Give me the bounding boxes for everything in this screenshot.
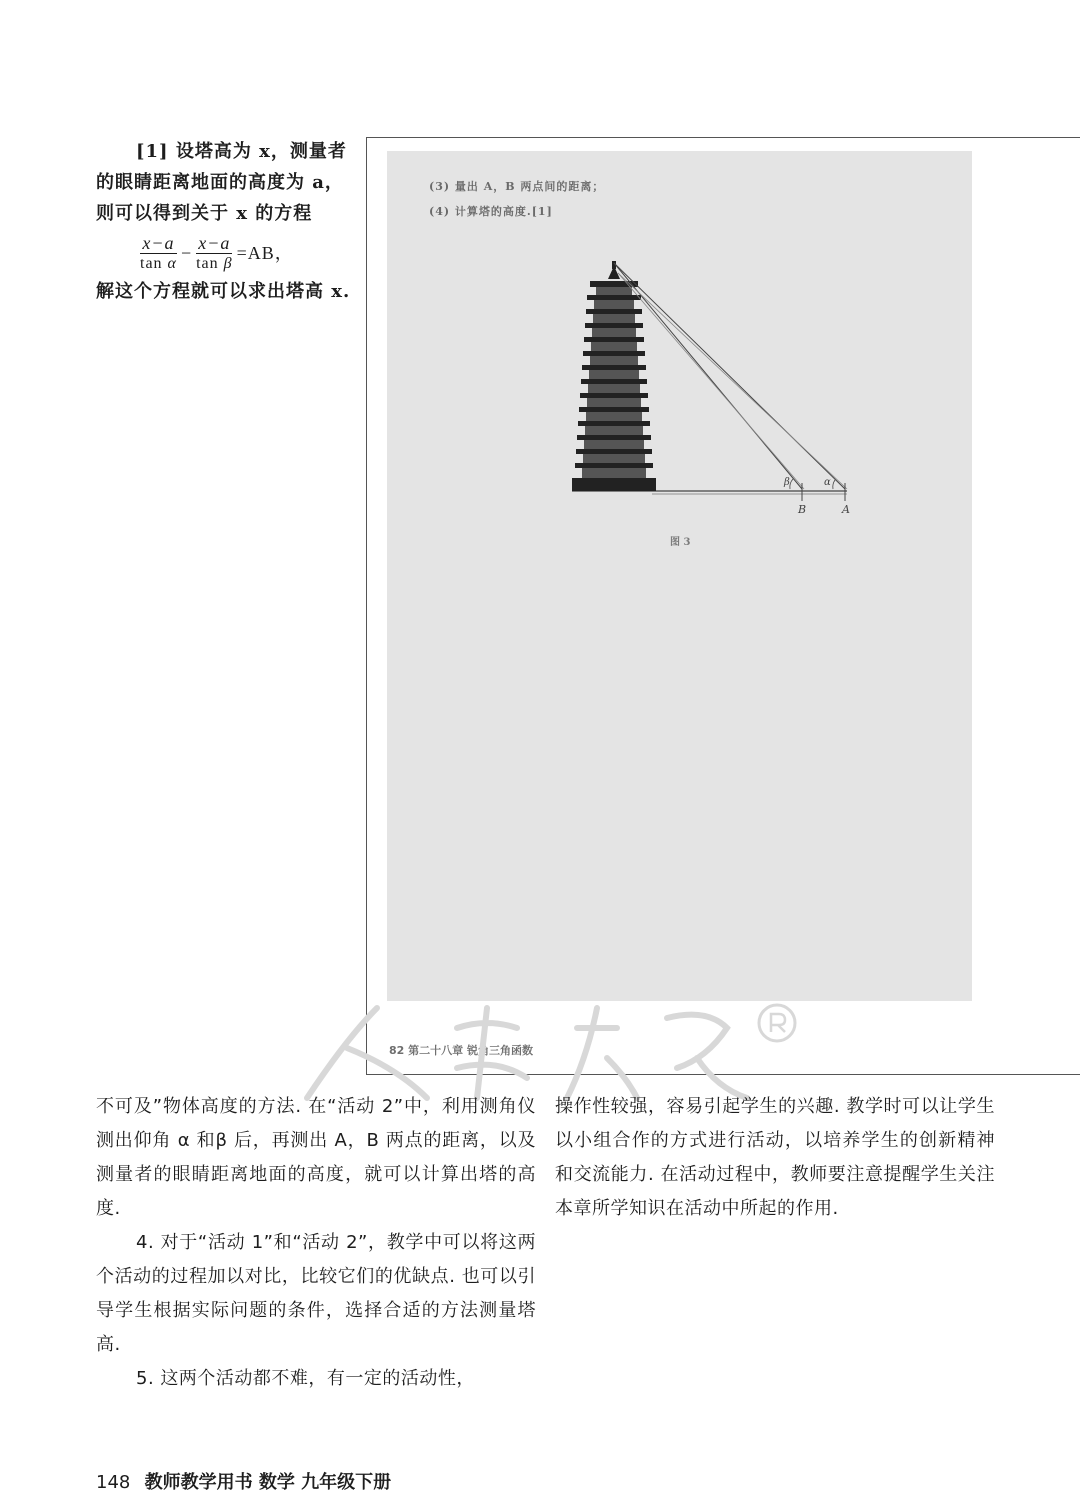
tan-label: tan — [140, 255, 168, 272]
step-4-text: (4) 计算塔的高度.[1] — [429, 205, 553, 218]
paragraph: 4. 对于“活动 1”和“活动 2”，教学中可以将这两个活动的过程加以对比，比较它们的优缺点. 也可以引导学生根据实际问题的条件，选择合适的方法测量塔高. — [96, 1232, 536, 1355]
beta-label: β — [784, 477, 790, 488]
sight-line-a — [614, 263, 845, 489]
point-b-label: B — [798, 503, 807, 516]
tan-label: tan — [196, 255, 224, 272]
right-column — [555, 1090, 995, 1226]
left-column — [96, 1090, 536, 1396]
paragraph: 操作性较强，容易引起学生的兴趣. 教学时可以让学生以小组合作的方式进行活动，以培养学生的创新精神和交流能力. 在活动过程中，教师要注意提醒学生关注本章所学知识在活动中所起的作用. — [555, 1096, 995, 1219]
fraction-numerator: x−a — [198, 233, 231, 253]
paragraph: 5. 这两个活动都不难，有一定的活动性， — [136, 1368, 475, 1389]
fraction-denominator — [138, 254, 179, 274]
fraction-denominator — [194, 254, 235, 274]
figure-caption: 图 3 — [670, 537, 691, 548]
textbook-page — [387, 151, 972, 1001]
angle-alpha: α — [167, 255, 177, 272]
paragraph: 不可及”物体高度的方法. 在“活动 2”中，利用测角仪测出仰角 α 和β 后，再测出 A，B 两点的距离，以及测量者的眼睛距离地面的高度，就可以计算出塔的高度. — [96, 1096, 536, 1219]
textbook-page-footer: 82 第二十八章 锐角三角函数 — [389, 1044, 533, 1057]
minus-sign: − — [180, 243, 193, 263]
book-title: 教师教学用书 数学 九年级下册 — [144, 1472, 392, 1493]
equation-rhs: =AB， — [236, 243, 294, 263]
fraction-alpha — [138, 233, 179, 274]
side-note-text: [1] 设塔高为 x，测量者的眼睛距离地面的高度为 a，则可以得到关于 x 的方程 — [96, 141, 347, 224]
fraction-beta — [194, 233, 235, 274]
textbook-page-frame — [366, 137, 1080, 1075]
pagoda-icon — [572, 261, 656, 491]
side-note-conclusion: 解这个方程就可以求出塔高 x. — [96, 281, 351, 302]
equation — [138, 233, 352, 274]
page-number: 148 — [96, 1472, 131, 1493]
point-a-label: A — [842, 503, 850, 516]
fraction-numerator: x−a — [142, 233, 175, 253]
angle-beta: β — [223, 255, 233, 272]
step-3-text: (3) 量出 A，B 两点间的距离； — [429, 180, 605, 193]
pagoda-figure — [572, 261, 872, 521]
page-footer — [96, 1468, 391, 1494]
alpha-label: α — [824, 477, 831, 488]
side-note — [96, 136, 352, 307]
